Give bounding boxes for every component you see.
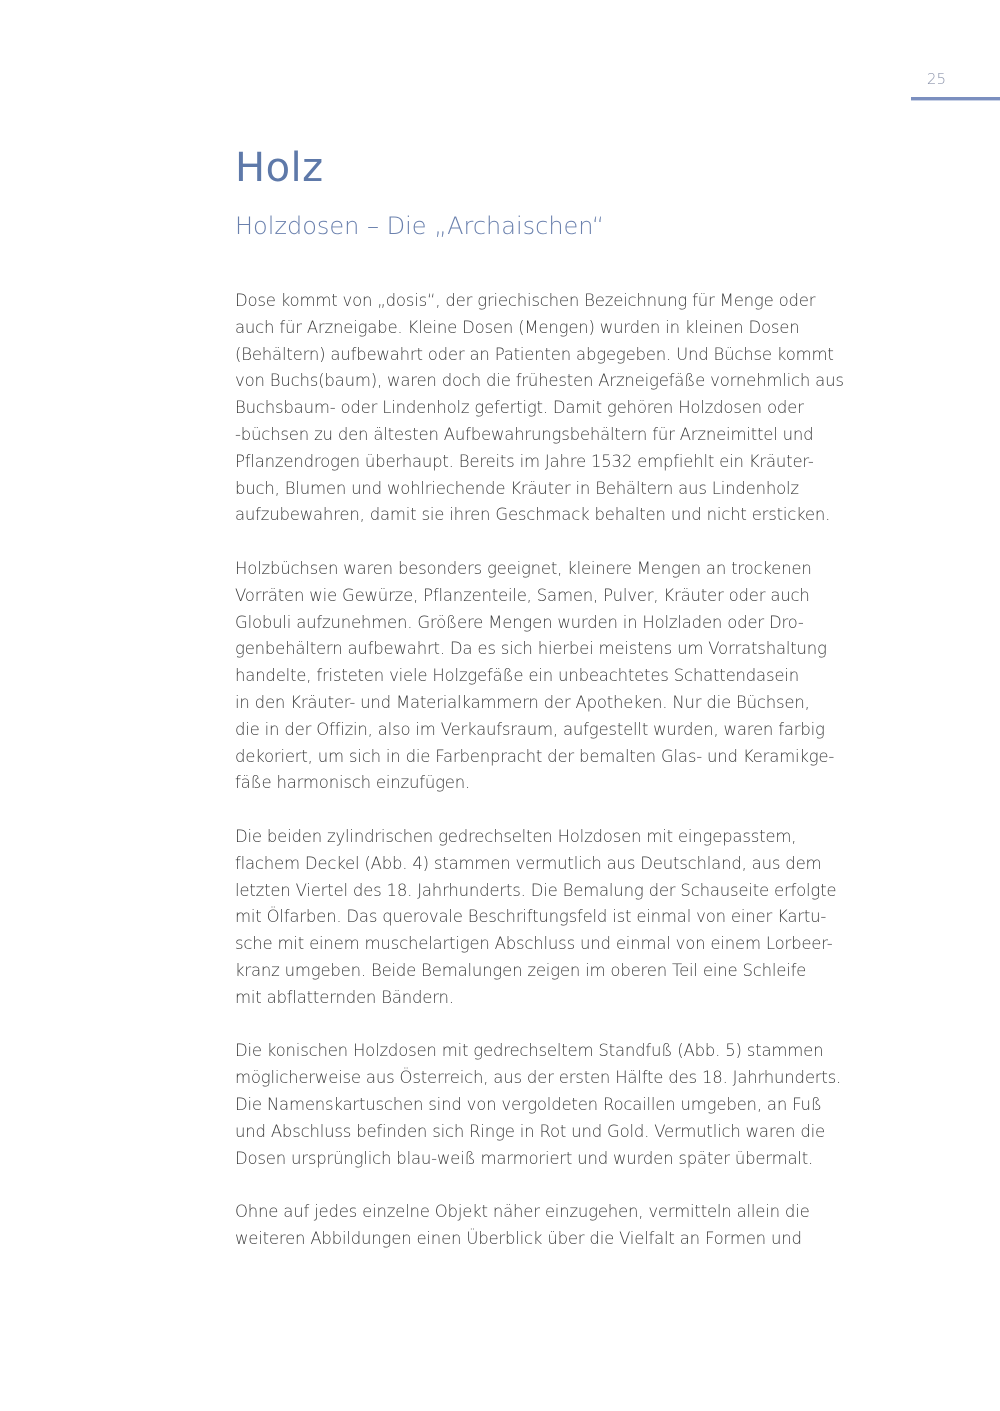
text-line: Globuli aufzunehmen. Größere Mengen wurden in Holzladen oder Dro- (235, 612, 804, 632)
text-line: die in der Offizin, also im Verkaufsraum, aufgestellt wurden, waren farbig (235, 719, 825, 739)
text-line: Pflanzendrogen überhaupt. Bereits im Jahre 1532 empfiehlt ein Kräuter- (235, 451, 814, 471)
text-line: aufzubewahren, damit sie ihren Geschmack behalten und nicht ersticken. (235, 505, 831, 525)
text-line: weiteren Abbildungen einen Überblick über die Vielfalt an Formen und (235, 1228, 802, 1248)
text-line: -büchsen zu den ältesten Aufbewahrungsbehältern für Arzneimittel und (235, 424, 814, 444)
text-line: von Buchs(baum), waren doch die frühesten Arzneigefäße vornehmlich aus (235, 371, 844, 391)
text-line: und Abschluss befinden sich Ringe in Rot und Gold. Vermutlich waren die (235, 1121, 825, 1141)
text-line: Dose kommt von „dosis“, der griechischen Bezeichnung für Menge oder (235, 291, 816, 310)
text-line: Dosen ursprünglich blau-weiß marmoriert und wurden später übermalt. (235, 1148, 814, 1168)
page-number: 25 (926, 70, 946, 88)
text-line: Die beiden zylindrischen gedrechselten Holzdosen mit eingepasstem, (235, 826, 797, 846)
text-line: Buchsbaum- oder Lindenholz gefertigt. Damit gehören Holzdosen oder (235, 398, 804, 418)
text-line: auch für Arzneigabe. Kleine Dosen (Mengen) wurden in kleinen Dosen (235, 317, 800, 337)
chapter-title: Holz (235, 145, 324, 191)
text-line: dekoriert, um sich in die Farbenpracht der bemalten Glas- und Keramikge- (235, 746, 835, 766)
paragraph (235, 824, 905, 1012)
page-content (235, 140, 905, 1279)
text-line: genbehältern aufbewahrt. Da es sich hierbei meistens um Vorratshaltung (235, 639, 827, 659)
paragraph (235, 1038, 905, 1172)
body-text (235, 288, 905, 1253)
text-line: handelte, fristeten viele Holzgefäße ein unbeachtetes Schattendasein (235, 666, 799, 686)
text-line: Die konischen Holzdosen mit gedrechseltem Standfuß (Abb. 5) stammen (235, 1041, 824, 1061)
text-line: Die Namenskartuschen sind von vergoldeten Rocaillen umgeben, an Fuß (235, 1094, 822, 1114)
text-line: (Behältern) aufbewahrt oder an Patienten abgegeben. Und Büchse kommt (235, 344, 834, 364)
text-line: mit abflatternden Bändern. (235, 987, 454, 1007)
header-rule (911, 97, 1000, 101)
text-line: in den Kräuter- und Materialkammern der Apotheken. Nur die Büchsen, (235, 692, 810, 712)
text-line: möglicherweise aus Österreich, aus der ersten Hälfte des 18. Jahrhunderts. (235, 1068, 842, 1088)
text-line: kranz umgeben. Beide Bemalungen zeigen im oberen Teil eine Schleife (235, 960, 807, 980)
text-line: letzten Viertel des 18. Jahrhunderts. Die Bemalung der Schauseite erfolgte (235, 880, 837, 900)
text-line: mit Ölfarben. Das querovale Beschriftungsfeld ist einmal von einer Kartu- (235, 907, 827, 927)
text-line: buch, Blumen und wohlriechende Kräuter in Behältern aus Lindenholz (235, 478, 799, 498)
text-line: Ohne auf jedes einzelne Objekt näher einzugehen, vermitteln allein die (235, 1202, 810, 1222)
text-line: flachem Deckel (Abb. 4) stammen vermutlich aus Deutschland, aus dem (235, 853, 822, 873)
section-subtitle: Holzdosen – Die „Archaischen“ (235, 212, 605, 240)
text-line: Holzbüchsen waren besonders geeignet, kleinere Mengen an trockenen (235, 558, 812, 578)
text-line: Vorräten wie Gewürze, Pflanzenteile, Samen, Pulver, Kräuter oder auch (235, 585, 810, 605)
text-line: fäße harmonisch einzufügen. (235, 773, 471, 793)
text-line: sche mit einem muschelartigen Abschluss und einmal von einem Lorbeer- (235, 934, 833, 954)
paragraph (235, 288, 905, 529)
paragraph (235, 556, 905, 797)
paragraph (235, 1199, 905, 1253)
